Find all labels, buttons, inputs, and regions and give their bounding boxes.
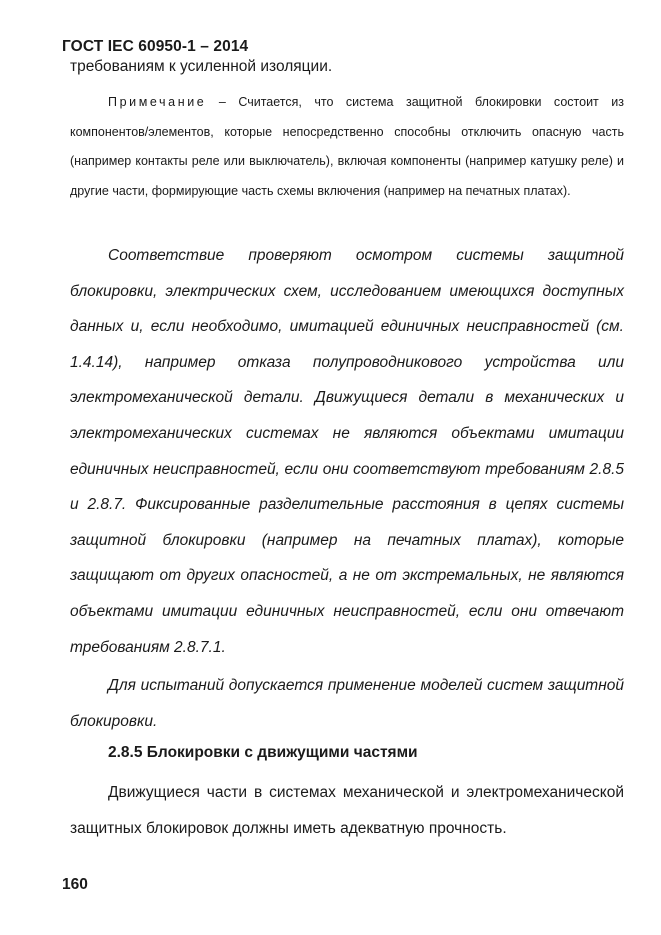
compliance-paragraph: Соответствие проверяют осмотром системы защитной блокировки, электрических схем, исследованием имеющихся доступных данных и, если необходимо, имитацией единичных неисправностей (см. 1.4.14), например отказа полупроводникового устройства или электромеханической детали. Движущиеся детали в механических и электромеханических системах не являются объектами имитации единичных неисправностей, если они соответствуют требованиям 2.8.5 и 2.8.7. Фиксированные разделительные расстояния в цепях системы защитной блокировки (например на печатных платах), которые защищают от других опасностей, а не от экстремальных, не являются объектами имитации единичных неисправностей, если они отвечают требованиям 2.8.7.1.: [70, 247, 624, 656]
note-paragraph: [70, 88, 624, 206]
document-header: ГОСТ IEC 60950-1 – 2014: [62, 38, 249, 55]
note-text: Считается, что система защитной блокировки состоит из компонентов/элементов, которые непосредственно способны отключить опасную часть (например контакты реле или выключатель), включая компоненты (например катушку реле) и другие части, формирующие часть схемы включения (например на печатных платах).: [70, 95, 624, 198]
section-paragraph: Движущиеся части в системах механической и электромеханической защитных блокировок должны иметь адекватную прочность.: [70, 784, 624, 837]
note-label: Примечание: [108, 95, 207, 109]
models-paragraph: Для испытаний допускается применение моделей систем защитной блокировки.: [70, 677, 624, 730]
note-dash: –: [206, 95, 239, 109]
page-number: 160: [62, 876, 88, 893]
section-heading: 2.8.5 Блокировки с движущими частями: [108, 744, 418, 761]
continuation-line: требованиям к усиленной изоляции.: [70, 58, 333, 75]
